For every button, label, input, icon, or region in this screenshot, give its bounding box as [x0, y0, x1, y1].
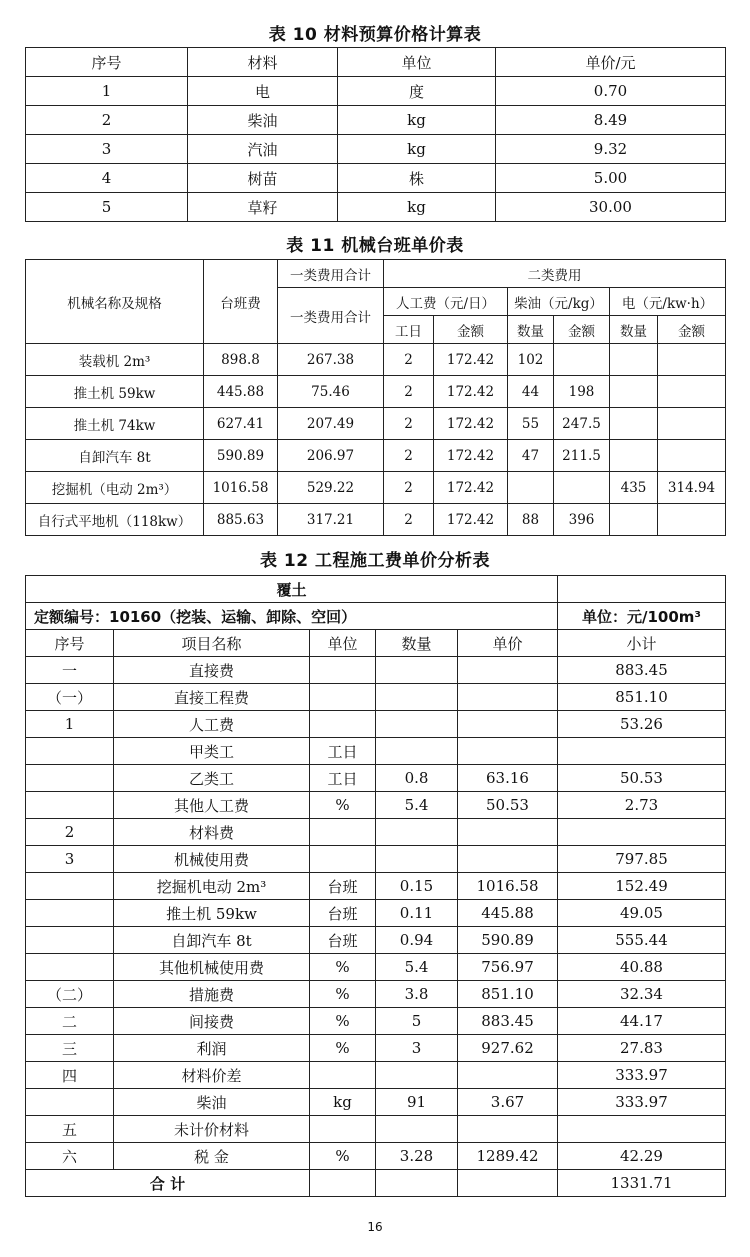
table-cell: 198 — [554, 376, 610, 408]
table-cell — [26, 792, 114, 819]
quota-number: 定额编号：10160（挖装、运输、卸除、空回） — [26, 603, 558, 630]
table-row — [26, 1116, 726, 1143]
table-cell: 49.05 — [558, 900, 726, 927]
table-cell: 883.45 — [558, 657, 726, 684]
table-cell: 0.11 — [376, 900, 458, 927]
table-cell: 材料价差 — [114, 1062, 310, 1089]
table-cell: 电 — [188, 77, 338, 106]
table-cell: kg — [338, 135, 496, 164]
table-cell — [554, 344, 610, 376]
table-cell: 898.8 — [204, 344, 278, 376]
table-cell — [610, 440, 658, 472]
material-price-table — [25, 47, 726, 222]
table-row — [26, 376, 726, 408]
table-cell: 1 — [26, 711, 114, 738]
table-cell: 2 — [384, 504, 434, 536]
table-cell: 汽油 — [188, 135, 338, 164]
table-cell: 44.17 — [558, 1008, 726, 1035]
table-cell: 0.94 — [376, 927, 458, 954]
table-cell: 30.00 — [496, 193, 726, 222]
table-cell: 推土机 59kw — [26, 376, 204, 408]
table-cell — [658, 376, 726, 408]
table12-title: 表 12 工程施工费单价分析表 — [260, 551, 490, 571]
quota-row — [26, 603, 726, 630]
table-cell: 0.15 — [376, 873, 458, 900]
table-cell: 445.88 — [204, 376, 278, 408]
table-cell: 推土机 59kw — [114, 900, 310, 927]
header-cell: 单价 — [458, 630, 558, 657]
header-cell: 序号 — [26, 630, 114, 657]
table-cell: 152.49 — [558, 873, 726, 900]
table-cell: 2 — [26, 819, 114, 846]
table-cell: 102 — [508, 344, 554, 376]
table-cell: 柴油 — [188, 106, 338, 135]
total-value: 1331.71 — [558, 1170, 726, 1197]
table-cell: 机械使用费 — [114, 846, 310, 873]
table-cell — [458, 738, 558, 765]
table-cell: 172.42 — [434, 408, 508, 440]
table-cell: 55 — [508, 408, 554, 440]
table-cell: 5.00 — [496, 164, 726, 193]
table-row — [26, 954, 726, 981]
table-cell: 3.67 — [458, 1089, 558, 1116]
table-cell: 推土机 74kw — [26, 408, 204, 440]
header-amount: 金额 — [658, 316, 726, 344]
table-cell: 二 — [26, 1008, 114, 1035]
table-cell: 529.22 — [278, 472, 384, 504]
table-cell: % — [310, 1143, 376, 1170]
header-cell: 单位 — [338, 48, 496, 77]
table-cell: 797.85 — [558, 846, 726, 873]
table-cell: 8.49 — [496, 106, 726, 135]
table-cell — [558, 1116, 726, 1143]
table-row — [26, 440, 726, 472]
table-cell: 利润 — [114, 1035, 310, 1062]
table-cell: 627.41 — [204, 408, 278, 440]
table-cell: 度 — [338, 77, 496, 106]
table-cell — [26, 873, 114, 900]
table-cell — [458, 684, 558, 711]
table-row — [26, 344, 726, 376]
table-cell — [458, 819, 558, 846]
table-cell — [610, 376, 658, 408]
table-cell: 一 — [26, 657, 114, 684]
table-cell — [458, 846, 558, 873]
table-cell: 247.5 — [554, 408, 610, 440]
table-row — [26, 792, 726, 819]
table-cell: 五 — [26, 1116, 114, 1143]
unit-label: 单位：元/100m³ — [558, 603, 726, 630]
header-diesel: 柴油（元/kg） — [508, 288, 610, 316]
table-cell: 1016.58 — [204, 472, 278, 504]
table-cell: 1289.42 — [458, 1143, 558, 1170]
table-cell — [658, 440, 726, 472]
table-row — [26, 164, 726, 193]
header-machine-name: 机械名称及规格 — [26, 260, 204, 344]
header-cell: 项目名称 — [114, 630, 310, 657]
table-cell — [458, 711, 558, 738]
table-cell: 885.63 — [204, 504, 278, 536]
page-number: 16 — [367, 1220, 383, 1234]
header-cell: 单价/元 — [496, 48, 726, 77]
table-cell — [310, 711, 376, 738]
table-cell: 甲类工 — [114, 738, 310, 765]
table-cell: 445.88 — [458, 900, 558, 927]
table-cell — [610, 408, 658, 440]
table-cell: 税 金 — [114, 1143, 310, 1170]
table-cell — [376, 738, 458, 765]
work-item-row — [26, 576, 726, 603]
header-quantity: 数量 — [610, 316, 658, 344]
table-cell — [376, 819, 458, 846]
table-cell — [310, 657, 376, 684]
table-cell: 47 — [508, 440, 554, 472]
table-row — [26, 106, 726, 135]
table-cell — [508, 472, 554, 504]
table-cell — [26, 765, 114, 792]
table-cell — [310, 1062, 376, 1089]
table-cell: 91 — [376, 1089, 458, 1116]
table-cell: 851.10 — [458, 981, 558, 1008]
table-cell — [310, 684, 376, 711]
table-row — [26, 77, 726, 106]
table-cell — [376, 684, 458, 711]
unit-price-analysis-table — [25, 575, 726, 1197]
table-cell: 2 — [384, 344, 434, 376]
table-cell: 5.4 — [376, 954, 458, 981]
table-cell: 317.21 — [278, 504, 384, 536]
header-workday: 工日 — [384, 316, 434, 344]
table-cell: 2 — [384, 440, 434, 472]
table-row — [26, 1008, 726, 1035]
table-cell: 台班 — [310, 873, 376, 900]
table-cell: 172.42 — [434, 344, 508, 376]
table-cell: 人工费 — [114, 711, 310, 738]
table-cell — [658, 504, 726, 536]
table-cell: 自行式平地机（118kw） — [26, 504, 204, 536]
table-cell: 未计价材料 — [114, 1116, 310, 1143]
table-cell: 267.38 — [278, 344, 384, 376]
table-cell: 自卸汽车 8t — [26, 440, 204, 472]
table-cell: 314.94 — [658, 472, 726, 504]
header-cell: 单位 — [310, 630, 376, 657]
table-cell: 材料费 — [114, 819, 310, 846]
total-row — [26, 1170, 726, 1197]
table-cell: （一） — [26, 684, 114, 711]
table-cell: 2.73 — [558, 792, 726, 819]
table-cell: % — [310, 954, 376, 981]
table-cell: （二） — [26, 981, 114, 1008]
table-cell: 3.8 — [376, 981, 458, 1008]
table-cell: 台班 — [310, 900, 376, 927]
table-cell: 883.45 — [458, 1008, 558, 1035]
table-cell — [310, 1116, 376, 1143]
table-row — [26, 684, 726, 711]
table-cell: 树苗 — [188, 164, 338, 193]
table-cell: 53.26 — [558, 711, 726, 738]
table-cell: 间接费 — [114, 1008, 310, 1035]
table-cell — [376, 1116, 458, 1143]
table-cell: 75.46 — [278, 376, 384, 408]
work-item-name: 覆土 — [26, 576, 558, 603]
table-cell: % — [310, 792, 376, 819]
table-row — [26, 1143, 726, 1170]
table-cell — [26, 954, 114, 981]
table-cell: 333.97 — [558, 1062, 726, 1089]
table-cell: 206.97 — [278, 440, 384, 472]
table-cell: 2 — [384, 472, 434, 504]
table-cell — [376, 711, 458, 738]
table-cell: 5 — [376, 1008, 458, 1035]
table-cell: kg — [338, 193, 496, 222]
total-label: 合 计 — [26, 1170, 310, 1197]
table11-title: 表 11 机械台班单价表 — [286, 236, 464, 256]
table-cell: 172.42 — [434, 376, 508, 408]
table-cell: 六 — [26, 1143, 114, 1170]
header-quantity: 数量 — [508, 316, 554, 344]
header-electricity: 电（元/kw·h） — [610, 288, 726, 316]
table-cell: 草籽 — [188, 193, 338, 222]
table-cell: 27.83 — [558, 1035, 726, 1062]
table-cell: 直接费 — [114, 657, 310, 684]
table-cell — [26, 900, 114, 927]
table-cell: kg — [338, 106, 496, 135]
header-cell: 数量 — [376, 630, 458, 657]
table-cell: 50.53 — [458, 792, 558, 819]
table-cell — [558, 819, 726, 846]
header-shift-fee: 台班费 — [204, 260, 278, 344]
table-cell — [458, 1116, 558, 1143]
header-labor-cost: 人工费（元/日） — [384, 288, 508, 316]
table-cell: 50.53 — [558, 765, 726, 792]
table-cell — [658, 408, 726, 440]
table-cell: 5.4 — [376, 792, 458, 819]
table-row — [26, 819, 726, 846]
table-cell: 172.42 — [434, 504, 508, 536]
table-cell — [26, 927, 114, 954]
table-cell: 3 — [26, 135, 188, 164]
table-cell: 9.32 — [496, 135, 726, 164]
table-cell: 927.62 — [458, 1035, 558, 1062]
machine-shift-price-table — [25, 259, 726, 536]
table-cell: 台班 — [310, 927, 376, 954]
table-header-row — [26, 260, 726, 288]
table-row — [26, 927, 726, 954]
table-cell — [376, 846, 458, 873]
table-cell: % — [310, 1035, 376, 1062]
table-cell — [658, 344, 726, 376]
table-cell: 3 — [26, 846, 114, 873]
table-cell: 自卸汽车 8t — [114, 927, 310, 954]
table-cell: 756.97 — [458, 954, 558, 981]
table-row — [26, 846, 726, 873]
table-cell: 1016.58 — [458, 873, 558, 900]
table-cell: 435 — [610, 472, 658, 504]
table-cell: 其他机械使用费 — [114, 954, 310, 981]
table-cell: 3 — [376, 1035, 458, 1062]
table-cell — [376, 1170, 458, 1197]
table-cell: 三 — [26, 1035, 114, 1062]
header-amount: 金额 — [434, 316, 508, 344]
table-cell: 4 — [26, 164, 188, 193]
table-cell: 0.70 — [496, 77, 726, 106]
table-cell — [554, 472, 610, 504]
table-row — [26, 981, 726, 1008]
table-cell: 其他人工费 — [114, 792, 310, 819]
table-cell — [310, 846, 376, 873]
table-cell — [376, 1062, 458, 1089]
table-header-row — [26, 48, 726, 77]
table-cell — [26, 1089, 114, 1116]
table-cell: 装载机 2m³ — [26, 344, 204, 376]
table-row — [26, 135, 726, 164]
table-cell: 172.42 — [434, 472, 508, 504]
table-row — [26, 1062, 726, 1089]
table-row — [26, 1089, 726, 1116]
table-row — [26, 738, 726, 765]
table-cell: 40.88 — [558, 954, 726, 981]
table-row — [26, 193, 726, 222]
table-cell: 63.16 — [458, 765, 558, 792]
table-row — [26, 472, 726, 504]
table-cell: 44 — [508, 376, 554, 408]
table-row — [26, 873, 726, 900]
table-cell — [558, 738, 726, 765]
table-cell — [458, 657, 558, 684]
table-cell: 207.49 — [278, 408, 384, 440]
header-amount: 金额 — [554, 316, 610, 344]
table-cell — [376, 657, 458, 684]
table-cell: 396 — [554, 504, 610, 536]
table-cell: 3.28 — [376, 1143, 458, 1170]
header-cell: 材料 — [188, 48, 338, 77]
table-cell — [458, 1062, 558, 1089]
table-cell: 乙类工 — [114, 765, 310, 792]
table-cell: kg — [310, 1089, 376, 1116]
table-cell: 851.10 — [558, 684, 726, 711]
header-cell: 序号 — [26, 48, 188, 77]
table-cell: 挖掘机电动 2m³ — [114, 873, 310, 900]
header-class2: 二类费用 — [384, 260, 726, 288]
table-cell: 直接工程费 — [114, 684, 310, 711]
table-cell: 1 — [26, 77, 188, 106]
table-cell: 88 — [508, 504, 554, 536]
table-cell: 工日 — [310, 765, 376, 792]
table-row — [26, 711, 726, 738]
table-row — [26, 765, 726, 792]
table-cell: 2 — [384, 376, 434, 408]
table-row — [26, 657, 726, 684]
table-cell: 590.89 — [458, 927, 558, 954]
table-row — [26, 408, 726, 440]
table-row — [26, 1035, 726, 1062]
table-cell: 172.42 — [434, 440, 508, 472]
header-class1-total: 一类费用合计 — [278, 260, 384, 288]
table-cell: 32.34 — [558, 981, 726, 1008]
table-cell: 0.8 — [376, 765, 458, 792]
table-row — [26, 504, 726, 536]
work-item-blank — [558, 576, 726, 603]
table-cell: 2 — [26, 106, 188, 135]
table-cell: 333.97 — [558, 1089, 726, 1116]
table-cell: 42.29 — [558, 1143, 726, 1170]
table-cell — [458, 1170, 558, 1197]
table-cell: 工日 — [310, 738, 376, 765]
table-cell — [310, 819, 376, 846]
table-cell: 2 — [384, 408, 434, 440]
table-row — [26, 900, 726, 927]
table-cell: 5 — [26, 193, 188, 222]
table-cell: % — [310, 981, 376, 1008]
table-cell: 590.89 — [204, 440, 278, 472]
header-cell: 小计 — [558, 630, 726, 657]
table-cell: 四 — [26, 1062, 114, 1089]
table10-title: 表 10 材料预算价格计算表 — [268, 25, 482, 45]
table-cell: 挖掘机（电动 2m³） — [26, 472, 204, 504]
table-header-row — [26, 630, 726, 657]
table-cell: 柴油 — [114, 1089, 310, 1116]
table-cell — [610, 344, 658, 376]
table-cell: % — [310, 1008, 376, 1035]
table-cell — [26, 738, 114, 765]
table-cell — [610, 504, 658, 536]
table-cell: 措施费 — [114, 981, 310, 1008]
table-cell — [310, 1170, 376, 1197]
table-cell: 211.5 — [554, 440, 610, 472]
table-cell: 555.44 — [558, 927, 726, 954]
table-cell: 株 — [338, 164, 496, 193]
header-class1-total-sub: 一类费用合计 — [278, 288, 384, 344]
